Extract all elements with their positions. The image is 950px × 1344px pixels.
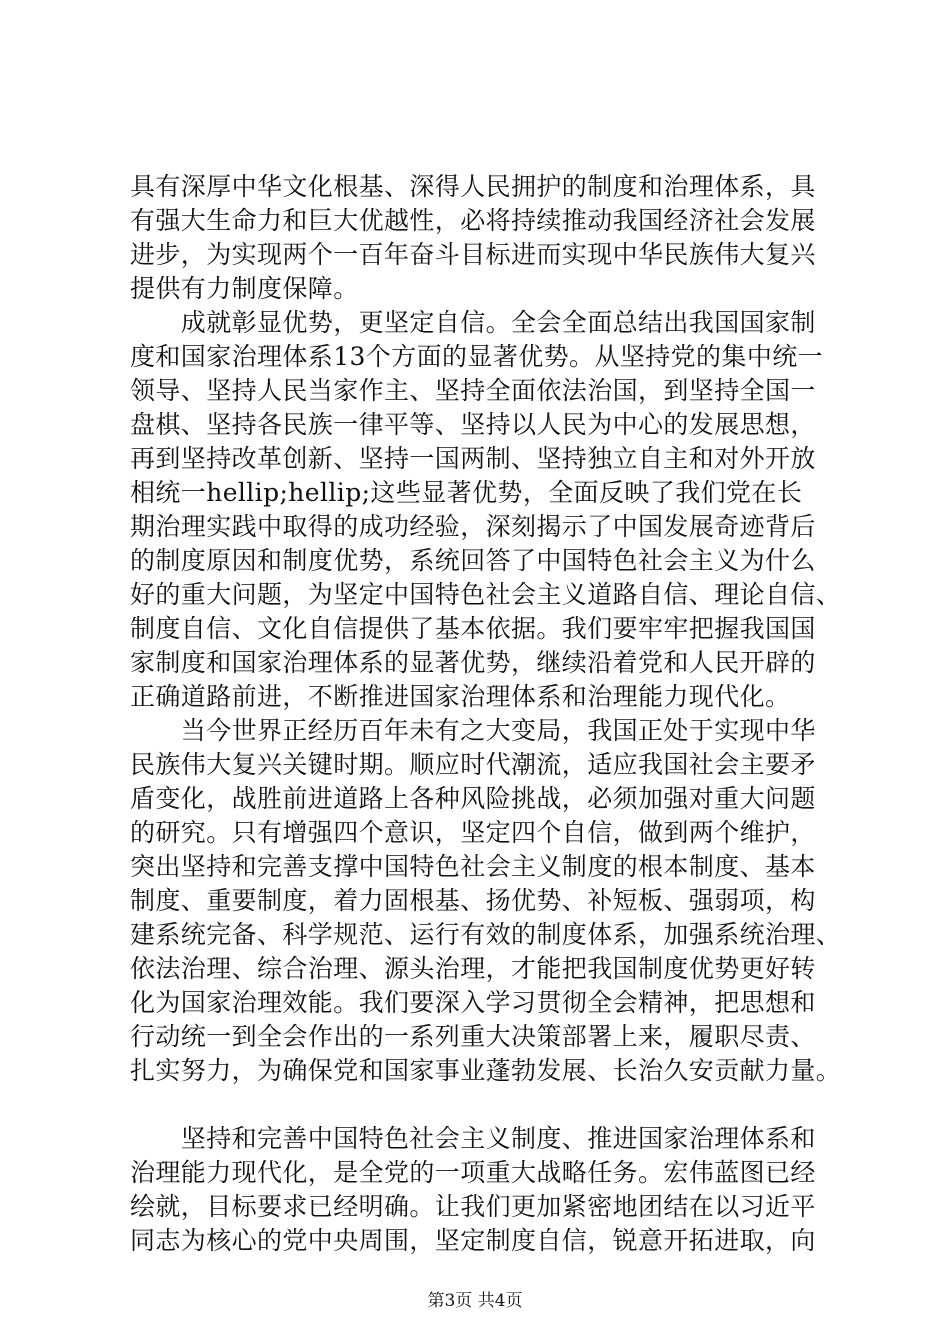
text-line: 行动统一到全会作出的一系列重大决策部署上来，履职尽责、 bbox=[130, 1022, 816, 1051]
text-line: 的制度原因和制度优势，系统回答了中国特色社会主义为什么 bbox=[130, 546, 816, 575]
text-line: 的研究。只有增强四个意识，坚定四个自信，做到两个维护， bbox=[130, 818, 816, 847]
text-line: 坚持和完善中国特色社会主义制度、推进国家治理体系和 bbox=[130, 1124, 816, 1153]
text-line: 绘就，目标要求已经明确。让我们更加紧密地团结在以习近平 bbox=[130, 1192, 816, 1221]
text-line: 领导、坚持人民当家作主、坚持全面依法治国，到坚持全国一 bbox=[130, 376, 816, 405]
text-line: 正确道路前进，不断推进国家治理体系和治理能力现代化。 bbox=[130, 682, 791, 711]
text-line: 制度、重要制度，着力固根基、扬优势、补短板、强弱项，构 bbox=[130, 886, 816, 915]
text-line: 具有深厚中华文化根基、深得人民拥护的制度和治理体系，具 bbox=[130, 172, 816, 201]
text-line: 家制度和国家治理体系的显著优势，继续沿着党和人民开辟的 bbox=[130, 648, 816, 677]
page-footer: 第3页 共4页 bbox=[427, 1291, 523, 1311]
text-line: 提供有力制度保障。 bbox=[130, 274, 359, 303]
text-line: 民族伟大复兴关键时期。顺应时代潮流，适应我国社会主要矛 bbox=[130, 750, 816, 779]
text-line: 同志为核心的党中央周围，坚定制度自信，锐意开拓进取，向 bbox=[130, 1226, 816, 1255]
text-line: 制度自信、文化自信提供了基本依据。我们要牢牢把握我国国 bbox=[130, 614, 816, 643]
text-line: 有强大生命力和巨大优越性，必将持续推动我国经济社会发展 bbox=[130, 206, 816, 235]
text-line: 盾变化，战胜前进道路上各种风险挑战，必须加强对重大问题 bbox=[130, 784, 816, 813]
text-line: 成就彰显优势，更坚定自信。全会全面总结出我国国家制 bbox=[130, 308, 816, 337]
text-line: 扎实努力，为确保党和国家事业蓬勃发展、长治久安贡献力量。 bbox=[130, 1056, 842, 1085]
text-line: 当今世界正经历百年未有之大变局，我国正处于实现中华 bbox=[130, 716, 816, 745]
text-line: 度和国家治理体系13个方面的显著优势。从坚持党的集中统一 bbox=[130, 342, 824, 371]
text-line: 治理能力现代化，是全党的一项重大战略任务。宏伟蓝图已经 bbox=[130, 1158, 816, 1187]
text-line: 再到坚持改革创新、坚持一国两制、坚持独立自主和对外开放 bbox=[130, 444, 816, 473]
text-line: 建系统完备、科学规范、运行有效的制度体系，加强系统治理、 bbox=[130, 920, 842, 949]
text-line: 进步，为实现两个一百年奋斗目标进而实现中华民族伟大复兴 bbox=[130, 240, 816, 269]
text-line: 相统一hellip;hellip;这些显著优势，全面反映了我们党在长 bbox=[130, 478, 803, 507]
text-line: 突出坚持和完善支撑中国特色社会主义制度的根本制度、基本 bbox=[130, 852, 816, 881]
text-line: 好的重大问题，为坚定中国特色社会主义道路自信、理论自信、 bbox=[130, 580, 842, 609]
text-line: 期治理实践中取得的成功经验，深刻揭示了中国发展奇迹背后 bbox=[130, 512, 816, 541]
text-line: 化为国家治理效能。我们要深入学习贯彻全会精神，把思想和 bbox=[130, 988, 816, 1017]
text-line: 依法治理、综合治理、源头治理，才能把我国制度优势更好转 bbox=[130, 954, 816, 983]
text-line: 盘棋、坚持各民族一律平等、坚持以人民为中心的发展思想， bbox=[130, 410, 816, 439]
